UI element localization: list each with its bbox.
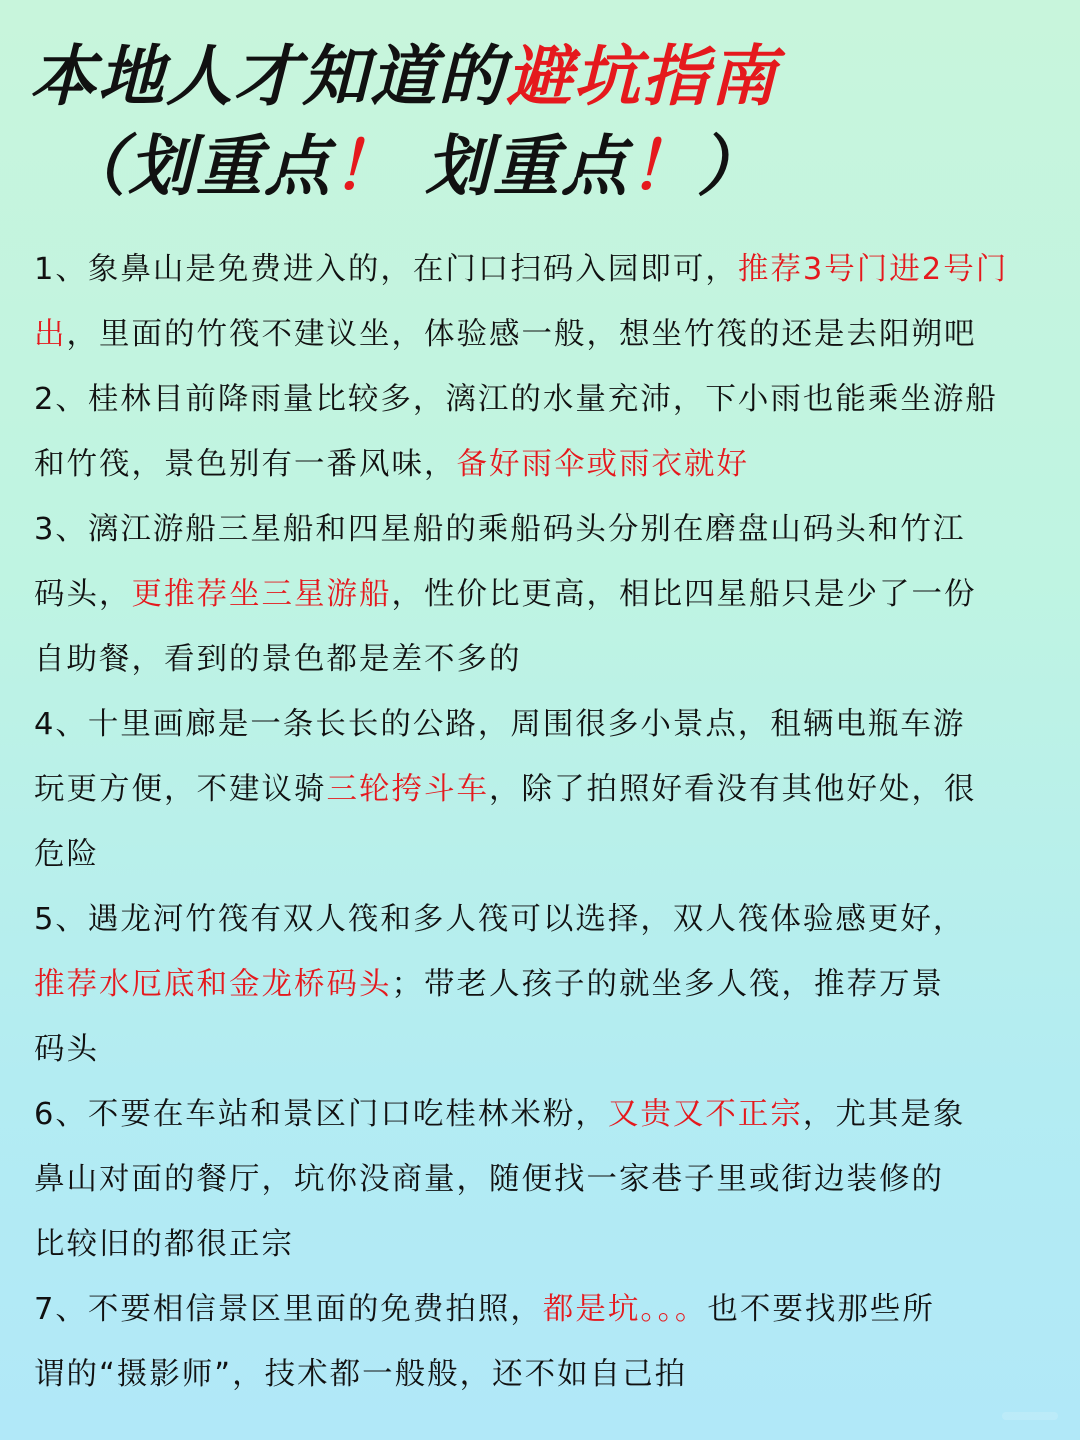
tip-7-highlight: 都是坑。。。	[542, 1292, 708, 1327]
tip-7-line-2: 谓的“摄影师”，技术都一般般，还不如自己拍	[34, 1357, 688, 1392]
subtitle-mid: 划重点	[400, 128, 629, 205]
tip-6-text-cont: ，尤其是象	[802, 1097, 966, 1132]
tip-2-text: 和竹筏，景色别有一番风味，	[34, 447, 457, 482]
title-black-part: 本地人才知道的	[30, 38, 506, 115]
tip-1-text: 1、象鼻山是免费进入的，在门口扫码入园即可，	[34, 252, 738, 287]
subtitle-open: （划重点	[60, 128, 332, 205]
tip-6-line-3: 比较旧的都很正宗	[34, 1227, 294, 1262]
tip-1-highlight-cont: 出	[34, 317, 67, 352]
tip-4-text-cont: ，除了拍照好看没有其他好处，很	[489, 772, 977, 807]
tip-5-line-1: 5、遇龙河竹筏有双人筏和多人筏可以选择，双人筏体验感更好，	[34, 902, 966, 937]
tip-5-text: ；带老人孩子的就坐多人筏，推荐万景	[391, 967, 944, 1002]
tip-5-highlight: 推荐水厄底和金龙桥码头	[34, 967, 392, 1002]
tip-4-line-1: 4、十里画廊是一条长长的公路，周围很多小景点，租辆电瓶车游	[34, 707, 966, 742]
title-block	[30, 32, 1060, 212]
tip-7-text-cont: 也不要找那些所	[707, 1292, 935, 1327]
tip-item-4	[34, 692, 1054, 887]
tip-2-line-2	[34, 432, 1054, 497]
tip-7-line-1	[34, 1277, 1054, 1342]
tip-4-line-3: 危险	[34, 837, 99, 872]
tip-item-5	[34, 887, 1054, 1082]
tip-7-text: 7、不要相信景区里面的免费拍照，	[34, 1292, 543, 1327]
tip-1-line-2	[34, 302, 1054, 367]
tip-1-highlight: 推荐3号门进2号门	[737, 252, 1009, 287]
tip-5-line-2	[34, 952, 1054, 1017]
tip-4-highlight: 三轮挎斗车	[326, 772, 489, 807]
tip-3-highlight: 更推荐坐三星游船	[131, 577, 392, 612]
tip-item-3	[34, 497, 1054, 692]
tip-6-line-1	[34, 1082, 1054, 1147]
tip-5-line-3: 码头	[34, 1032, 99, 1067]
tip-2-line-1: 2、桂林目前降雨量比较多，漓江的水量充沛，下小雨也能乘坐游船	[34, 382, 998, 417]
subtitle-close: ）	[696, 128, 765, 205]
tip-3-line-3: 自助餐，看到的景色都是差不多的	[34, 642, 522, 677]
tip-3-line-1: 3、漓江游船三星船和四星船的乘船码头分别在磨盘山码头和竹江	[34, 512, 966, 547]
page-subtitle	[30, 122, 1060, 212]
tip-3-text-cont: ，性价比更高，相比四星船只是少了一份	[391, 577, 977, 612]
tip-4-line-2	[34, 757, 1054, 822]
tip-1-line-1	[34, 237, 1054, 302]
tip-3-text: 码头，	[34, 577, 132, 612]
tip-2-highlight: 备好雨伞或雨衣就好	[456, 447, 749, 482]
page-title	[30, 32, 1060, 122]
subtitle-exclaim-1: ！	[332, 128, 400, 205]
tip-6-highlight: 又贵又不正宗	[607, 1097, 803, 1132]
tip-6-line-2: 鼻山对面的餐厅，坑你没商量，随便找一家巷子里或街边装修的	[34, 1162, 944, 1197]
tip-item-7	[34, 1277, 1054, 1407]
tip-item-2	[34, 367, 1054, 497]
tip-1-text-cont: ，里面的竹筏不建议坐，体验感一般，想坐竹筏的还是去阳朔吧	[66, 317, 977, 352]
title-red-part: 避坑指南	[506, 38, 778, 115]
tips-list	[34, 237, 1054, 1407]
tip-item-1	[34, 237, 1054, 367]
tip-4-text: 玩更方便，不建议骑	[34, 772, 327, 807]
subtitle-exclaim-2: ！	[628, 128, 697, 205]
tip-item-6	[34, 1082, 1054, 1277]
watermark-mark	[1000, 1406, 1060, 1426]
tip-3-line-2	[34, 562, 1054, 627]
tip-6-text: 6、不要在车站和景区门口吃桂林米粉，	[34, 1097, 608, 1132]
